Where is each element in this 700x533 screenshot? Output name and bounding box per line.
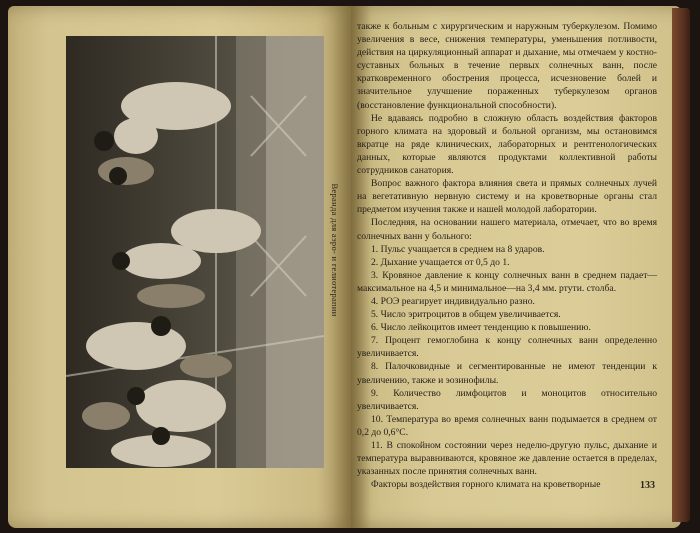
right-page-text: [357, 20, 657, 491]
list-item: 3. Кровяное давление к концу солнечных ванн в среднем падает—максимальное на 4,5 и минимальное—на 3,4 мм. ртути. столба.: [357, 269, 657, 294]
sunbathing-veranda-photo: [66, 36, 324, 468]
list-item: 1. Пульс учащается в среднем на 8 ударов.: [371, 243, 545, 255]
veranda-photo-image: [66, 36, 324, 468]
list-item: 5. Число эритроцитов в общем увеличивается.: [371, 309, 561, 321]
paragraph: Последняя, на основании нашего материала, отмечает, что во время солнечных ванн у больного:: [357, 217, 657, 242]
list-item: 2. Дыхание учащается от 0,5 до 1.: [371, 256, 510, 268]
paragraph: Факторы воздействия горного климата на кроветворные: [371, 479, 601, 491]
list-item: 6. Число лейкоцитов имеет тенденцию к повышению.: [371, 322, 591, 334]
list-item: 11. В спокойном состоянии через неделю-другую пульс, дыхание и температура выравниваются, кровяное же давление остается в пределах, указанных после принятия солнечных ванн.: [357, 440, 657, 478]
list-item: 7. Процент гемоглобина к концу солнечных ванн определенно увеличивается.: [357, 335, 657, 360]
list-item: 8. Палочковидные и сегментированные не имеют тенденции к увеличению, также и эозинофилы.: [357, 361, 657, 386]
list-item: 4. РОЭ реагирует индивидуально разно.: [371, 295, 535, 307]
page-number: 133: [640, 480, 655, 491]
list-item: 10. Температура во время солнечных ванн подымается в среднем от 0,2 до 0,6°С.: [357, 413, 657, 438]
list-item: 9. Количество лимфоцитов и моноцитов относительно увеличивается.: [357, 387, 657, 412]
paragraph: Не вдаваясь подробно в сложную область воздействия факторов горного климата на здоровый и больной организм, мы остановимся вкратце на ряде клинических, лабораторных и рентгенологических данных, которые являются продуктами коллективной работы сотрудников санатория.: [357, 112, 657, 177]
book-cover-edge: [672, 8, 690, 522]
paragraph: Вопрос важного фактора влияния света и прямых солнечных лучей на вегетативную нервную систему и на кроветворные органы стал предметом изучения также и нашей молодой лаборатории.: [357, 178, 657, 216]
paragraph: также к больным с хирургическим и наружным туберкулезом. Помимо увеличения в весе, снижения температуры, уменьшения потливости, действия на циркуляционный аппарат и дыхание, мы отмечаем у костно-суставных больных в течение первых солнечных ванн, после кратковременного обострения процесса, исчезновение болей и значительное улучшение пораженных туберкулезом органов (восстановление функциональной способности).: [357, 21, 657, 111]
photo-side-caption: Веранда для аэро- и гелиотерапии: [330, 183, 340, 317]
